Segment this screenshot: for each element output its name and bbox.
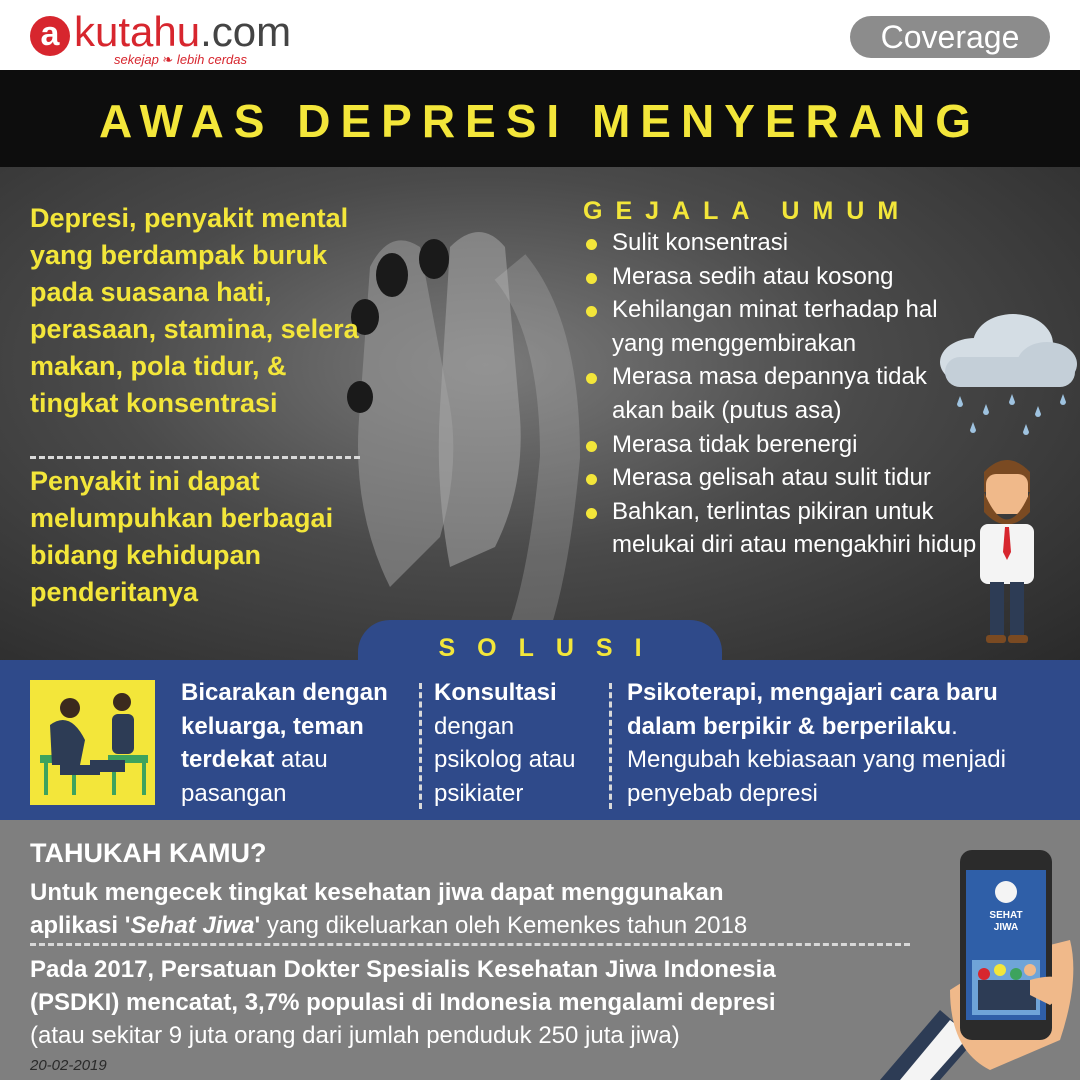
logo-wordmark: kutahu.com <box>74 8 292 55</box>
intro-definition: Depresi, penyakit mental yang berdampak buruk pada suasana hati, perasaan, stamina, selera makan, pola tidur, & tingkat konsentrasi <box>30 203 359 418</box>
solusi-talk: Bicarakan dengan keluarga, teman terdekat atau pasangan <box>181 679 388 807</box>
counseling-illustration <box>30 680 155 805</box>
divider <box>30 456 360 459</box>
fact-psdki: Pada 2017, Persatuan Dokter Spesialis Kesehatan Jiwa Indonesia (PSDKI) mencatat, 3,7% populasi di Indonesia mengalami depresi (atau sekitar 9 juta orang dari jumlah penduduk 250 juta jiwa) <box>30 956 776 1049</box>
coverage-badge: Coverage <box>850 16 1050 58</box>
sad-man-illustration <box>970 452 1045 652</box>
svg-text:SEHAT: SEHAT <box>989 910 1023 921</box>
list-item: Merasa gelisah atau sulit tidur <box>584 461 984 495</box>
divider <box>419 683 422 809</box>
list-item: Sulit konsentrasi <box>584 226 984 260</box>
gejala-list <box>584 226 984 562</box>
intro-impact: Penyakit ini dapat melumpuhkan berbagai bidang kehidupan penderitanya <box>30 466 334 607</box>
logo-letter-badge: a <box>30 16 70 56</box>
logo-tagline: sekejap ❧ lebih cerdas <box>114 52 248 67</box>
list-item: Merasa tidak berenergi <box>584 428 984 462</box>
svg-text:JIWA: JIWA <box>993 922 1019 933</box>
divider <box>30 943 910 946</box>
tahukah-title: TAHUKAH KAMU? <box>30 838 267 868</box>
page-title: AWAS DEPRESI MENYERANG <box>99 95 981 147</box>
solusi-psychotherapy: Psikoterapi, mengajari cara baru dalam berpikir & berperilaku. Mengubah kebiasaan yang menjadi penyebab depresi <box>627 679 1006 807</box>
fact-sehat-jiwa: Untuk mengecek tingkat kesehatan jiwa dapat menggunakan aplikasi 'Sehat Jiwa' yang dikeluarkan oleh Kemenkes tahun 2018 <box>30 879 748 939</box>
list-item: Bahkan, terlintas pikiran untuk melukai diri atau mengakhiri hidup <box>584 495 984 562</box>
solusi-title: SOLUSI <box>438 634 664 662</box>
divider <box>609 683 612 809</box>
solusi-consult: Konsultasi dengan psikolog atau psikiater <box>434 679 576 807</box>
gejala-title: GEJALA UMUM <box>583 197 912 225</box>
list-item: Merasa masa depannya tidak akan baik (putus asa) <box>584 360 984 427</box>
list-item: Merasa sedih atau kosong <box>584 260 984 294</box>
phone-in-hand-illustration <box>880 840 1080 1080</box>
rain-cloud-icon <box>935 312 1080 442</box>
list-item: Kehilangan minat terhadap hal yang menggembirakan <box>584 293 984 360</box>
header <box>0 0 1080 70</box>
hero-section <box>0 167 1080 662</box>
title-bar <box>0 70 1080 167</box>
publish-date: 20-02-2019 <box>30 1057 107 1074</box>
